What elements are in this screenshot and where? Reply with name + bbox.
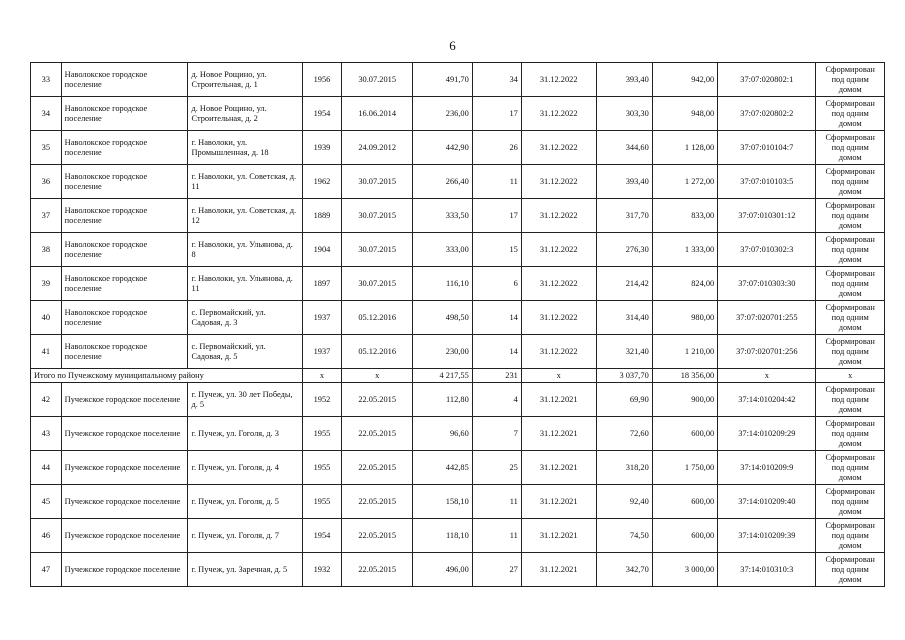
- area-cell: 491,70: [413, 63, 472, 97]
- date-cell: 22.05.2015: [341, 519, 413, 553]
- cost-cell: 1 750,00: [652, 451, 717, 485]
- date-cell: 24.09.2012: [341, 131, 413, 165]
- people-cell: 15: [472, 233, 521, 267]
- cadastral-cell: 37:14:010209:39: [718, 519, 816, 553]
- people-cell: 14: [472, 301, 521, 335]
- address-cell: г. Пучеж, ул. Гоголя, д. 4: [188, 451, 303, 485]
- table-row: [31, 335, 885, 369]
- table-row: [31, 451, 885, 485]
- people-cell: 27: [472, 553, 521, 587]
- row-number-cell: 42: [31, 383, 62, 417]
- settlement-cell: Наволокское городское поселение: [61, 335, 188, 369]
- settlement-cell: Наволокское городское поселение: [61, 301, 188, 335]
- address-cell: д. Новое Рощино, ул. Строительная, д. 2: [188, 97, 303, 131]
- address-cell: с. Первомайский, ул. Садовая, д. 5: [188, 335, 303, 369]
- area2-cell: 92,40: [596, 485, 652, 519]
- total-label-cell: Итого по Пучежскому муниципальному району: [31, 369, 303, 383]
- table-body: [31, 63, 885, 587]
- table-row: [31, 233, 885, 267]
- row-number-cell: 37: [31, 199, 62, 233]
- settlement-cell: Пучежское городское поселение: [61, 553, 188, 587]
- date-cell: 22.05.2015: [341, 485, 413, 519]
- area2-cell: 393,40: [596, 165, 652, 199]
- settlement-cell: Пучежское городское поселение: [61, 383, 188, 417]
- table-row: [31, 519, 885, 553]
- status-cell: Сформирован под одним домом: [816, 451, 885, 485]
- people-cell: 14: [472, 335, 521, 369]
- year-cell: 1954: [303, 97, 342, 131]
- year-cell: 1954: [303, 519, 342, 553]
- row-number-cell: 38: [31, 233, 62, 267]
- area-cell: 266,40: [413, 165, 472, 199]
- date-cell: 22.05.2015: [341, 553, 413, 587]
- status-cell: Сформирован под одним домом: [816, 383, 885, 417]
- cost-cell: 833,00: [652, 199, 717, 233]
- area-cell: 498,50: [413, 301, 472, 335]
- address-cell: г. Наволоки, ул. Ульянова, д. 11: [188, 267, 303, 301]
- address-cell: г. Пучеж, ул. 30 лет Победы, д. 5: [188, 383, 303, 417]
- address-cell: г. Пучеж, ул. Гоголя, д. 5: [188, 485, 303, 519]
- area2-cell: 393,40: [596, 63, 652, 97]
- status-cell: Сформирован под одним домом: [816, 301, 885, 335]
- date-cell: 16.06.2014: [341, 97, 413, 131]
- area2-cell: 318,20: [596, 451, 652, 485]
- area-cell: 118,10: [413, 519, 472, 553]
- cost-cell: 1 128,00: [652, 131, 717, 165]
- area-cell: 4 217,55: [413, 369, 472, 383]
- address-cell: г. Наволоки, ул. Советская, д. 11: [188, 165, 303, 199]
- row-number-cell: 41: [31, 335, 62, 369]
- settlement-cell: Наволокское городское поселение: [61, 267, 188, 301]
- status-cell: х: [816, 369, 885, 383]
- area2-cell: 72,60: [596, 417, 652, 451]
- housing-register-table: [30, 62, 885, 587]
- table-row: [31, 63, 885, 97]
- area-cell: 96,60: [413, 417, 472, 451]
- people-cell: 11: [472, 165, 521, 199]
- deadline-cell: 31.12.2022: [521, 165, 596, 199]
- row-number-cell: 35: [31, 131, 62, 165]
- cost-cell: 3 000,00: [652, 553, 717, 587]
- date-cell: 30.07.2015: [341, 165, 413, 199]
- people-cell: 17: [472, 199, 521, 233]
- area-cell: 230,00: [413, 335, 472, 369]
- year-cell: 1939: [303, 131, 342, 165]
- date-cell: х: [341, 369, 413, 383]
- area-cell: 116,10: [413, 267, 472, 301]
- table-row: [31, 131, 885, 165]
- date-cell: 05.12.2016: [341, 335, 413, 369]
- area2-cell: 69,90: [596, 383, 652, 417]
- area2-cell: 344,60: [596, 131, 652, 165]
- deadline-cell: 31.12.2022: [521, 63, 596, 97]
- date-cell: 30.07.2015: [341, 199, 413, 233]
- settlement-cell: Наволокское городское поселение: [61, 199, 188, 233]
- table-row: [31, 417, 885, 451]
- date-cell: 30.07.2015: [341, 267, 413, 301]
- settlement-cell: Наволокское городское поселение: [61, 165, 188, 199]
- people-cell: 231: [472, 369, 521, 383]
- year-cell: 1952: [303, 383, 342, 417]
- people-cell: 11: [472, 519, 521, 553]
- cadastral-cell: 37:07:010302:3: [718, 233, 816, 267]
- table-row: [31, 199, 885, 233]
- cost-cell: 1 210,00: [652, 335, 717, 369]
- cost-cell: 942,00: [652, 63, 717, 97]
- deadline-cell: 31.12.2021: [521, 417, 596, 451]
- cadastral-cell: х: [718, 369, 816, 383]
- area2-cell: 303,30: [596, 97, 652, 131]
- status-cell: Сформирован под одним домом: [816, 63, 885, 97]
- people-cell: 7: [472, 417, 521, 451]
- year-cell: 1962: [303, 165, 342, 199]
- people-cell: 34: [472, 63, 521, 97]
- total-row: [31, 369, 885, 383]
- settlement-cell: Пучежское городское поселение: [61, 519, 188, 553]
- area2-cell: 276,30: [596, 233, 652, 267]
- address-cell: г. Наволоки, ул. Ульянова, д. 8: [188, 233, 303, 267]
- row-number-cell: 36: [31, 165, 62, 199]
- status-cell: Сформирован под одним домом: [816, 519, 885, 553]
- row-number-cell: 40: [31, 301, 62, 335]
- cadastral-cell: 37:07:020701:255: [718, 301, 816, 335]
- area-cell: 158,10: [413, 485, 472, 519]
- area2-cell: 74,50: [596, 519, 652, 553]
- area2-cell: 314,40: [596, 301, 652, 335]
- status-cell: Сформирован под одним домом: [816, 233, 885, 267]
- area2-cell: 342,70: [596, 553, 652, 587]
- status-cell: Сформирован под одним домом: [816, 553, 885, 587]
- cadastral-cell: 37:14:010310:3: [718, 553, 816, 587]
- deadline-cell: 31.12.2022: [521, 97, 596, 131]
- area2-cell: 321,40: [596, 335, 652, 369]
- people-cell: 17: [472, 97, 521, 131]
- table-row: [31, 383, 885, 417]
- settlement-cell: Наволокское городское поселение: [61, 131, 188, 165]
- settlement-cell: Пучежское городское поселение: [61, 485, 188, 519]
- area-cell: 112,80: [413, 383, 472, 417]
- settlement-cell: Наволокское городское поселение: [61, 97, 188, 131]
- people-cell: 25: [472, 451, 521, 485]
- cadastral-cell: 37:14:010209:9: [718, 451, 816, 485]
- deadline-cell: 31.12.2022: [521, 267, 596, 301]
- people-cell: 4: [472, 383, 521, 417]
- cost-cell: 980,00: [652, 301, 717, 335]
- year-cell: 1956: [303, 63, 342, 97]
- date-cell: 05.12.2016: [341, 301, 413, 335]
- status-cell: Сформирован под одним домом: [816, 199, 885, 233]
- row-number-cell: 34: [31, 97, 62, 131]
- date-cell: 22.05.2015: [341, 451, 413, 485]
- year-cell: 1937: [303, 335, 342, 369]
- cadastral-cell: 37:14:010204:42: [718, 383, 816, 417]
- cadastral-cell: 37:07:010104:7: [718, 131, 816, 165]
- year-cell: 1955: [303, 417, 342, 451]
- cadastral-cell: 37:07:010103:5: [718, 165, 816, 199]
- status-cell: Сформирован под одним домом: [816, 335, 885, 369]
- status-cell: Сформирован под одним домом: [816, 131, 885, 165]
- row-number-cell: 33: [31, 63, 62, 97]
- table-row: [31, 553, 885, 587]
- address-cell: г. Наволоки, ул. Промышленная, д. 18: [188, 131, 303, 165]
- year-cell: 1904: [303, 233, 342, 267]
- cadastral-cell: 37:07:010301:12: [718, 199, 816, 233]
- row-number-cell: 44: [31, 451, 62, 485]
- date-cell: 30.07.2015: [341, 233, 413, 267]
- area-cell: 333,50: [413, 199, 472, 233]
- cadastral-cell: 37:07:020701:256: [718, 335, 816, 369]
- table-row: [31, 97, 885, 131]
- table-row: [31, 165, 885, 199]
- cadastral-cell: 37:07:020802:2: [718, 97, 816, 131]
- address-cell: г. Наволоки, ул. Советская, д. 12: [188, 199, 303, 233]
- cadastral-cell: 37:14:010209:29: [718, 417, 816, 451]
- year-cell: х: [303, 369, 342, 383]
- date-cell: 22.05.2015: [341, 383, 413, 417]
- cadastral-cell: 37:14:010209:40: [718, 485, 816, 519]
- deadline-cell: 31.12.2022: [521, 233, 596, 267]
- address-cell: г. Пучеж, ул. Гоголя, д. 7: [188, 519, 303, 553]
- deadline-cell: 31.12.2022: [521, 335, 596, 369]
- settlement-cell: Пучежское городское поселение: [61, 417, 188, 451]
- address-cell: г. Пучеж, ул. Заречная, д. 5: [188, 553, 303, 587]
- people-cell: 11: [472, 485, 521, 519]
- deadline-cell: 31.12.2021: [521, 383, 596, 417]
- table-row: [31, 485, 885, 519]
- settlement-cell: Наволокское городское поселение: [61, 233, 188, 267]
- people-cell: 6: [472, 267, 521, 301]
- cadastral-cell: 37:07:010303:30: [718, 267, 816, 301]
- address-cell: г. Пучеж, ул. Гоголя, д. 3: [188, 417, 303, 451]
- cost-cell: 1 272,00: [652, 165, 717, 199]
- year-cell: 1955: [303, 451, 342, 485]
- status-cell: Сформирован под одним домом: [816, 97, 885, 131]
- people-cell: 26: [472, 131, 521, 165]
- date-cell: 22.05.2015: [341, 417, 413, 451]
- cost-cell: 600,00: [652, 485, 717, 519]
- cost-cell: 948,00: [652, 97, 717, 131]
- cost-cell: 600,00: [652, 519, 717, 553]
- cost-cell: 600,00: [652, 417, 717, 451]
- area2-cell: 214,42: [596, 267, 652, 301]
- row-number-cell: 39: [31, 267, 62, 301]
- table-row: [31, 301, 885, 335]
- row-number-cell: 43: [31, 417, 62, 451]
- settlement-cell: Пучежское городское поселение: [61, 451, 188, 485]
- deadline-cell: 31.12.2022: [521, 131, 596, 165]
- area-cell: 442,90: [413, 131, 472, 165]
- area-cell: 236,00: [413, 97, 472, 131]
- area2-cell: 317,70: [596, 199, 652, 233]
- status-cell: Сформирован под одним домом: [816, 485, 885, 519]
- cost-cell: 1 333,00: [652, 233, 717, 267]
- deadline-cell: 31.12.2021: [521, 485, 596, 519]
- row-number-cell: 46: [31, 519, 62, 553]
- row-number-cell: 47: [31, 553, 62, 587]
- cadastral-cell: 37:07:020802:1: [718, 63, 816, 97]
- cost-cell: 824,00: [652, 267, 717, 301]
- status-cell: Сформирован под одним домом: [816, 417, 885, 451]
- status-cell: Сформирован под одним домом: [816, 267, 885, 301]
- date-cell: 30.07.2015: [341, 63, 413, 97]
- year-cell: 1955: [303, 485, 342, 519]
- deadline-cell: х: [521, 369, 596, 383]
- cost-cell: 900,00: [652, 383, 717, 417]
- area-cell: 442,85: [413, 451, 472, 485]
- area2-cell: 3 037,70: [596, 369, 652, 383]
- address-cell: с. Первомайский, ул. Садовая, д. 3: [188, 301, 303, 335]
- table-row: [31, 267, 885, 301]
- area-cell: 333,00: [413, 233, 472, 267]
- year-cell: 1897: [303, 267, 342, 301]
- deadline-cell: 31.12.2022: [521, 301, 596, 335]
- deadline-cell: 31.12.2021: [521, 519, 596, 553]
- address-cell: д. Новое Рощино, ул. Строительная, д. 1: [188, 63, 303, 97]
- year-cell: 1937: [303, 301, 342, 335]
- status-cell: Сформирован под одним домом: [816, 165, 885, 199]
- area-cell: 496,00: [413, 553, 472, 587]
- row-number-cell: 45: [31, 485, 62, 519]
- settlement-cell: Наволокское городское поселение: [61, 63, 188, 97]
- year-cell: 1932: [303, 553, 342, 587]
- cost-cell: 18 356,00: [652, 369, 717, 383]
- deadline-cell: 31.12.2021: [521, 451, 596, 485]
- year-cell: 1889: [303, 199, 342, 233]
- page-number: 6: [449, 38, 456, 53]
- deadline-cell: 31.12.2022: [521, 199, 596, 233]
- deadline-cell: 31.12.2021: [521, 553, 596, 587]
